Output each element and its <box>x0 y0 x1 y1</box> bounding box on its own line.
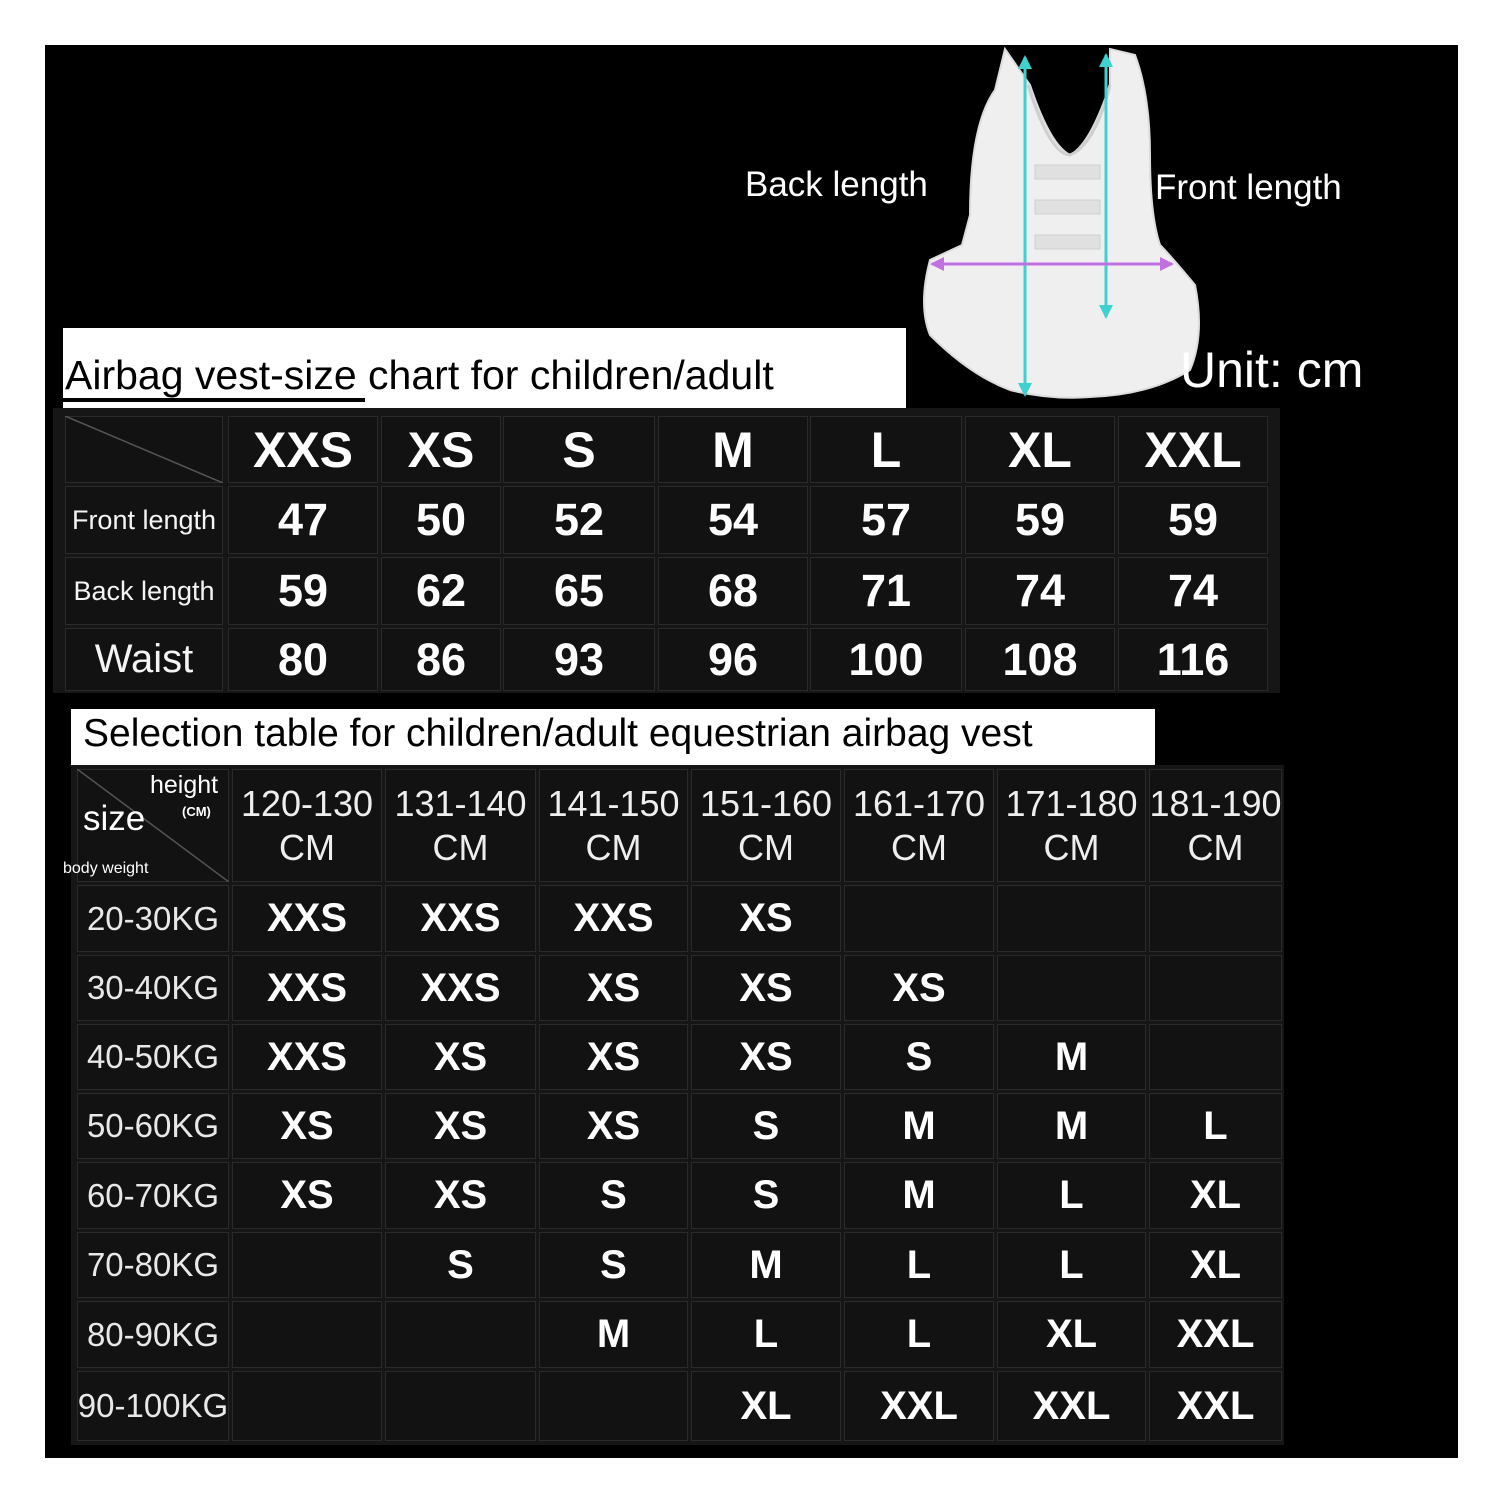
measurement-value-cell: 93 <box>503 628 655 691</box>
weight-row-label: 40-50KG <box>77 1024 229 1090</box>
recommended-size-cell: XS <box>232 1162 382 1229</box>
measurement-value-cell: 65 <box>503 557 655 625</box>
height-range: 120-130 <box>240 782 374 824</box>
recommended-size-cell: M <box>844 1093 994 1159</box>
recommended-size-cell: XL <box>1149 1162 1282 1229</box>
recommended-size-cell: L <box>691 1301 841 1368</box>
size-header-cell: XS <box>381 416 501 483</box>
measurement-value-cell: 108 <box>965 628 1115 691</box>
weight-row-label: 60-70KG <box>77 1162 229 1229</box>
recommended-size-cell: XS <box>385 1093 536 1159</box>
height-range: 161-170 <box>852 782 986 824</box>
recommended-size-cell <box>385 1371 536 1441</box>
recommended-size-cell: XXS <box>385 955 536 1021</box>
recommended-size-cell: XXL <box>1149 1371 1282 1441</box>
size-header-cell: M <box>658 416 808 483</box>
recommended-size-cell: XXS <box>539 885 688 952</box>
measurement-row-label: Waist <box>65 628 223 691</box>
weight-row-label: 20-30KG <box>77 885 229 952</box>
measurement-value-cell: 71 <box>810 557 962 625</box>
selection-table-title: Selection table for children/adult equestrian airbag vest <box>71 709 1155 765</box>
recommended-size-cell <box>844 885 994 952</box>
measurement-value-cell: 80 <box>228 628 378 691</box>
front-length-label: Front length <box>1155 168 1342 207</box>
measurement-row-label: Back length <box>65 557 223 625</box>
recommended-size-cell: XXL <box>844 1371 994 1441</box>
measurement-value-cell: 57 <box>810 486 962 554</box>
recommended-size-cell: L <box>997 1232 1146 1298</box>
height-range: 181-190 <box>1149 782 1282 824</box>
height-range: 141-150 <box>547 782 680 824</box>
corner-size-label: size <box>83 799 146 838</box>
size-chart-corner-cell <box>65 416 223 483</box>
height-unit: CM <box>738 826 794 868</box>
recommended-size-cell: XS <box>691 1024 841 1090</box>
recommended-size-cell: L <box>844 1301 994 1368</box>
height-unit: CM <box>279 826 335 868</box>
corner-body-weight-label: body weight <box>63 860 149 877</box>
corner-diagonal <box>65 416 223 483</box>
size-header-cell: XL <box>965 416 1115 483</box>
recommended-size-cell: XXS <box>232 885 382 952</box>
recommended-size-cell: M <box>997 1093 1146 1159</box>
recommended-size-cell: S <box>691 1093 841 1159</box>
recommended-size-cell: M <box>691 1232 841 1298</box>
height-header-cell <box>1149 769 1282 882</box>
recommended-size-cell: XL <box>997 1301 1146 1368</box>
recommended-size-cell: L <box>1149 1093 1282 1159</box>
size-header-cell: XXL <box>1118 416 1268 483</box>
recommended-size-cell: XXS <box>232 955 382 1021</box>
weight-row-label: 80-90KG <box>77 1301 229 1368</box>
recommended-size-cell: XS <box>385 1024 536 1090</box>
recommended-size-cell: XS <box>539 955 688 1021</box>
height-unit: CM <box>891 826 947 868</box>
recommended-size-cell <box>539 1371 688 1441</box>
recommended-size-cell: XL <box>691 1371 841 1441</box>
measurement-value-cell: 50 <box>381 486 501 554</box>
weight-row-label: 50-60KG <box>77 1093 229 1159</box>
title-underline <box>45 398 365 402</box>
recommended-size-cell: M <box>844 1162 994 1229</box>
recommended-size-cell: S <box>385 1232 536 1298</box>
recommended-size-cell: XS <box>385 1162 536 1229</box>
recommended-size-cell: L <box>997 1162 1146 1229</box>
recommended-size-cell <box>997 955 1146 1021</box>
measurement-value-cell: 96 <box>658 628 808 691</box>
measurement-value-cell: 59 <box>228 557 378 625</box>
recommended-size-cell <box>385 1301 536 1368</box>
height-range: 171-180 <box>1005 782 1138 824</box>
height-header-cell <box>997 769 1146 882</box>
height-header-cell <box>539 769 688 882</box>
vest-illustration <box>910 45 1210 405</box>
measurement-value-cell: 54 <box>658 486 808 554</box>
measurement-value-cell: 68 <box>658 557 808 625</box>
recommended-size-cell: M <box>539 1301 688 1368</box>
size-header-cell: S <box>503 416 655 483</box>
recommended-size-cell: S <box>539 1162 688 1229</box>
recommended-size-cell <box>1149 1024 1282 1090</box>
recommended-size-cell: XL <box>1149 1232 1282 1298</box>
recommended-size-cell: XXL <box>1149 1301 1282 1368</box>
recommended-size-cell: XXL <box>997 1371 1146 1441</box>
height-header-cell <box>844 769 994 882</box>
measurement-value-cell: 86 <box>381 628 501 691</box>
recommended-size-cell: S <box>844 1024 994 1090</box>
recommended-size-cell <box>1149 955 1282 1021</box>
recommended-size-cell: XS <box>844 955 994 1021</box>
recommended-size-cell <box>232 1232 382 1298</box>
height-unit: CM <box>585 826 642 868</box>
height-header-cell <box>385 769 536 882</box>
recommended-size-cell: L <box>844 1232 994 1298</box>
recommended-size-cell: XS <box>232 1093 382 1159</box>
weight-row-label: 30-40KG <box>77 955 229 1021</box>
recommended-size-cell: S <box>539 1232 688 1298</box>
recommended-size-cell: XS <box>691 955 841 1021</box>
size-header-cell: L <box>810 416 962 483</box>
height-unit: CM <box>1187 826 1244 868</box>
corner-height-label: height <box>150 771 219 799</box>
height-range: 131-140 <box>394 782 527 824</box>
measurement-value-cell: 59 <box>965 486 1115 554</box>
recommended-size-cell <box>1149 885 1282 952</box>
weight-row-label: 70-80KG <box>77 1232 229 1298</box>
selection-table <box>63 765 1284 1445</box>
back-length-label: Back length <box>745 165 928 204</box>
size-header-cell: XXS <box>228 416 378 483</box>
measurement-row-label: Front length <box>65 486 223 554</box>
height-header-cell <box>691 769 841 882</box>
size-chart-table <box>53 408 1280 693</box>
measurement-value-cell: 52 <box>503 486 655 554</box>
weight-row-label: 90-100KG <box>77 1371 229 1441</box>
recommended-size-cell: M <box>997 1024 1146 1090</box>
size-chart-title: Airbag vest-size chart for children/adult <box>63 328 906 408</box>
recommended-size-cell: XS <box>539 1024 688 1090</box>
selection-corner-cell <box>63 769 229 882</box>
recommended-size-cell: XXS <box>232 1024 382 1090</box>
size-guide-image <box>45 45 1458 1458</box>
measurement-value-cell: 74 <box>965 557 1115 625</box>
height-unit: CM <box>432 826 489 868</box>
recommended-size-cell: XS <box>539 1093 688 1159</box>
height-range: 151-160 <box>699 782 833 824</box>
unit-label: Unit: cm <box>1180 342 1364 398</box>
height-header-cell <box>232 769 382 882</box>
recommended-size-cell <box>232 1301 382 1368</box>
back-length-arrow-top <box>1018 55 1032 69</box>
measurement-value-cell: 116 <box>1118 628 1268 691</box>
measurement-value-cell: 62 <box>381 557 501 625</box>
recommended-size-cell: S <box>691 1162 841 1229</box>
measurement-value-cell: 100 <box>810 628 962 691</box>
recommended-size-cell <box>997 885 1146 952</box>
recommended-size-cell: XS <box>691 885 841 952</box>
recommended-size-cell <box>232 1371 382 1441</box>
measurement-value-cell: 74 <box>1118 557 1268 625</box>
height-unit: CM <box>1043 826 1100 868</box>
corner-cm-label: (CM) <box>182 804 211 819</box>
measurement-value-cell: 47 <box>228 486 378 554</box>
recommended-size-cell: XXS <box>385 885 536 952</box>
measurement-value-cell: 59 <box>1118 486 1268 554</box>
